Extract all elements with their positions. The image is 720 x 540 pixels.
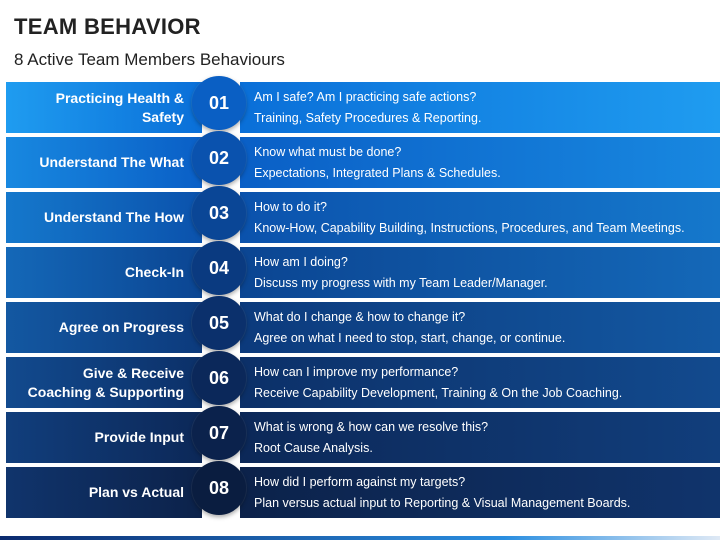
number-badge: 06	[192, 351, 246, 405]
behavior-label	[6, 192, 184, 243]
behavior-description	[254, 197, 685, 239]
behavior-detail: Plan versus actual input to Reporting & Visual Management Boards.	[254, 496, 631, 510]
behavior-label-text: Agree on Progress	[58, 319, 184, 335]
behavior-label	[6, 82, 184, 133]
page-title: TEAM BEHAVIOR	[14, 14, 201, 39]
behavior-row-1	[6, 82, 720, 133]
behavior-label-text: Practicing Health & Safety	[55, 89, 184, 125]
behavior-label-text: Provide Input	[94, 429, 184, 445]
behavior-row-7	[6, 412, 720, 463]
behavior-label-text: Understand The What	[39, 154, 184, 170]
behavior-detail: Know-How, Capability Building, Instructions, Procedures, and Team Meetings.	[254, 221, 685, 235]
behavior-question: How am I doing?	[254, 255, 348, 269]
behavior-question: How did I perform against my targets?	[254, 475, 466, 489]
behavior-question: Am I safe? Am I practicing safe actions?	[254, 90, 477, 104]
behavior-label-text: Understand The How	[43, 209, 184, 225]
behavior-description	[254, 362, 622, 404]
behavior-question: What do I change & how to change it?	[254, 310, 466, 324]
behavior-label	[6, 137, 184, 188]
number-badge: 05	[192, 296, 246, 350]
number-badge: 08	[192, 461, 246, 515]
behavior-detail: Agree on what I need to stop, start, change, or continue.	[254, 331, 566, 345]
behavior-label	[6, 302, 184, 353]
behavior-label	[6, 412, 184, 463]
behavior-row-3	[6, 192, 720, 243]
behavior-detail: Receive Capability Development, Training & On the Job Coaching.	[254, 386, 623, 400]
behavior-question: How to do it?	[254, 200, 327, 214]
number-badge: 07	[192, 406, 246, 460]
behavior-list	[6, 82, 720, 518]
behavior-detail: Training, Safety Procedures & Reporting.	[254, 111, 482, 125]
footer-accent-bar	[0, 536, 720, 540]
behavior-description	[254, 252, 548, 294]
behavior-label	[6, 247, 184, 298]
number-badge: 02	[192, 131, 246, 185]
behavior-description	[254, 87, 481, 129]
behavior-detail: Root Cause Analysis.	[254, 441, 373, 455]
behavior-row-8	[6, 467, 720, 518]
behavior-description	[254, 307, 565, 349]
behavior-description	[254, 472, 630, 514]
behavior-label-text: Check-In	[124, 264, 184, 280]
behavior-label-text: Give & Receive Coaching & Supporting	[27, 364, 184, 400]
behavior-row-6	[6, 357, 720, 408]
behavior-label-text: Plan vs Actual	[88, 484, 184, 500]
behavior-label	[6, 357, 184, 408]
behavior-row-4	[6, 247, 720, 298]
behavior-description	[254, 417, 488, 459]
behavior-row-2	[6, 137, 720, 188]
behavior-description	[254, 142, 501, 184]
number-badge: 03	[192, 186, 246, 240]
behavior-row-5	[6, 302, 720, 353]
behavior-question: What is wrong & how can we resolve this?	[254, 420, 489, 434]
behavior-question: How can I improve my performance?	[254, 365, 459, 379]
behavior-detail: Expectations, Integrated Plans & Schedules.	[254, 166, 501, 180]
number-badge: 04	[192, 241, 246, 295]
behavior-label	[6, 467, 184, 518]
page-subtitle: 8 Active Team Members Behaviours	[14, 50, 285, 69]
behavior-detail: Discuss my progress with my Team Leader/Manager.	[254, 276, 548, 290]
behavior-question: Know what must be done?	[254, 145, 402, 159]
number-badge: 01	[192, 76, 246, 130]
